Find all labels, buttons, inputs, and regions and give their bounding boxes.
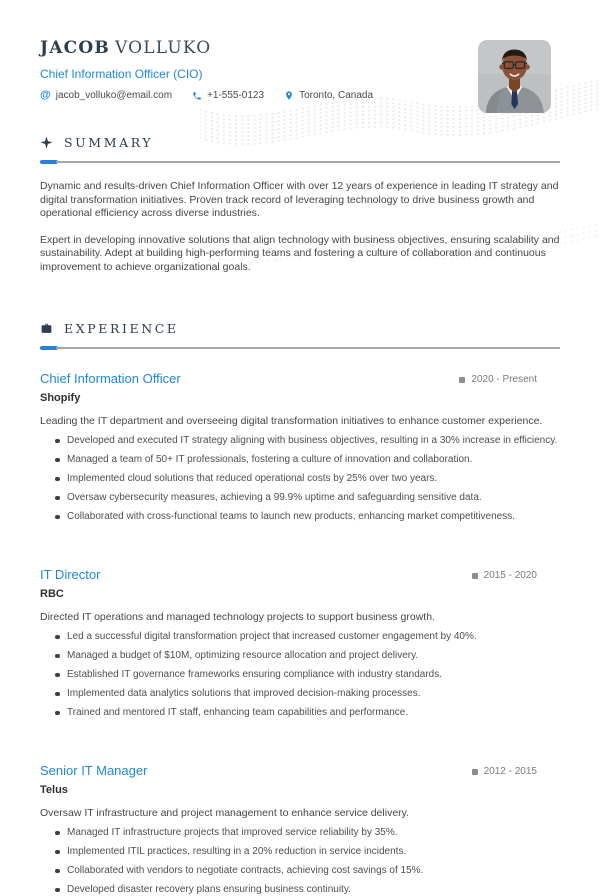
bullet-item: Oversaw cybersecurity measures, achieving a 99.9% uptime and safeguarding sensitive data. [55,492,560,504]
job-title: IT Director [40,566,101,582]
location-text: Toronto, Canada [299,90,374,101]
bullet-item: Implemented ITIL practices, resulting in a 20% reduction in service incidents. [55,846,560,858]
calendar-square-icon [459,377,465,383]
summary-paragraph: Expert in developing innovative solutions that align technology with business objectives, ensuring scalability and sustainability. Adept at building high-performing teams and fostering a culture of collaboration and continuous improvement to achieve organizational goals. [40,233,560,273]
company-name: Telus [40,783,68,796]
bullet-item: Collaborated with cross-functional teams to launch new products, enhancing market competitiveness. [55,511,560,523]
experience-section [40,321,560,896]
bullet-item: Managed a team of 50+ IT professionals, fostering a culture of innovation and collaboration. [55,454,560,466]
contact-email[interactable] [40,90,172,101]
calendar-square-icon [472,769,478,775]
job-head [40,371,560,386]
job-bullet-list [40,827,560,896]
job-entry-senior-it-manager [40,763,560,896]
job-period [472,766,537,777]
job-entry-cio [40,371,560,523]
bullet-item: Collaborated with vendors to negotiate contracts, achieving cost savings of 15%. [55,865,560,877]
summary-section [40,135,560,275]
company-name: Shopify [40,391,81,404]
bullet-item: Developed disaster recovery plans ensuring business continuity. [55,884,560,896]
summary-label: SUMMARY [64,135,154,150]
job-bullet-list [40,435,560,523]
contact-location [284,90,373,101]
bullet-item: Managed IT infrastructure projects that improved service reliability by 35%. [55,827,560,839]
job-period [472,570,537,581]
summary-paragraph: Dynamic and results-driven Chief Information Officer with over 12 years of experience in leading IT strategy and digital transformation initiatives. Proven track record of leveraging technology to drive business growth and operational efficiency across diverse industries. [40,180,559,220]
bullet-item: Implemented data analytics solutions that improved decision-making processes. [55,688,560,700]
section-rule [40,346,560,350]
contact-phone[interactable] [192,90,264,101]
rule-line [56,161,560,163]
bullet-item: Developed and executed IT strategy aligning with business objectives, resulting in a 30% increase in efficiency. [55,435,560,447]
job-head [40,567,560,582]
job-period-text: 2020 - Present [471,374,537,386]
phone-text: +1-555-0123 [207,90,265,101]
job-title: Senior IT Manager [40,762,148,778]
bullet-item: Implemented cloud solutions that reduced operational costs by 25% over two years. [55,473,560,485]
briefcase-icon [40,322,53,335]
bullet-item: Trained and mentored IT staff, enhancing team capabilities and performance. [55,707,560,719]
experience-heading [40,321,560,336]
last-name: VOLLUKO [114,38,212,58]
job-head [40,763,560,778]
job-bullet-list [40,631,560,719]
first-name: JACOB [40,38,110,58]
job-description: Directed IT operations and managed technology projects to support business growth. [40,610,435,623]
job-period-text: 2015 - 2020 [483,570,537,582]
bullet-item: Established IT governance frameworks ensuring compliance with industry standards. [55,669,560,681]
job-period [459,374,537,385]
job-entry-it-director [40,567,560,719]
company-name: RBC [40,587,64,600]
resume-header [40,38,560,101]
at-icon: @ [40,89,51,101]
summary-heading [40,135,560,150]
profile-photo [478,40,551,113]
bullet-item: Led a successful digital transformation project that increased customer engagement by 40%. [55,631,560,643]
rule-line [56,347,560,349]
bullet-item: Managed a budget of $10M, optimizing resource allocation and project delivery. [55,650,560,662]
job-period-text: 2012 - 2015 [483,766,537,778]
experience-label: EXPERIENCE [64,320,179,336]
sparkle-icon [40,136,53,149]
candidate-title: Chief Information Officer (CIO) [40,67,203,81]
email-text: jacob_volluko@email.com [55,90,173,101]
job-description: Oversaw IT infrastructure and project management to enhance service delivery. [40,806,410,819]
job-description: Leading the IT department and overseeing digital transformation initiatives to enhance customer experience. [40,414,543,427]
phone-icon [192,91,202,101]
job-title: Chief Information Officer [40,370,181,386]
calendar-square-icon [472,573,478,579]
map-pin-icon [284,90,294,101]
section-rule [40,160,560,164]
